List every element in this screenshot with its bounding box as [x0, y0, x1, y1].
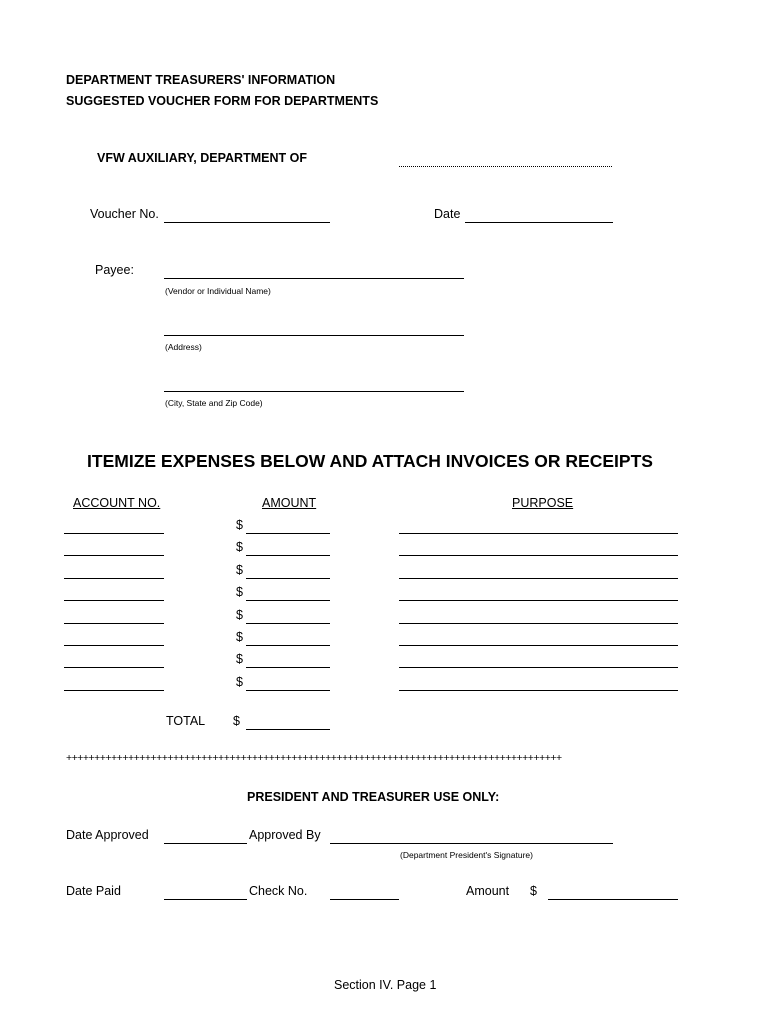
voucher-number-field[interactable]: [164, 207, 330, 223]
table-row: [0, 608, 770, 630]
amount-field[interactable]: [246, 608, 330, 624]
amount-field[interactable]: [246, 518, 330, 534]
column-purpose-header: PURPOSE: [512, 496, 574, 510]
voucher-label: Voucher No.: [90, 207, 159, 221]
payee-name-field[interactable]: [164, 263, 464, 279]
department-field[interactable]: [399, 151, 612, 167]
dollar-sign: $: [236, 540, 243, 554]
approved-by-label: Approved By: [249, 828, 321, 842]
purpose-field[interactable]: [399, 630, 678, 646]
purpose-field[interactable]: [399, 652, 678, 668]
account-number-field[interactable]: [64, 630, 164, 646]
signature-hint: (Department President's Signature): [400, 850, 533, 860]
payee-city-hint: (City, State and Zip Code): [165, 398, 263, 408]
purpose-field[interactable]: [399, 585, 678, 601]
account-number-field[interactable]: [64, 540, 164, 556]
amount-field[interactable]: [246, 585, 330, 601]
purpose-field[interactable]: [399, 563, 678, 579]
date-paid-label: Date Paid: [66, 884, 121, 898]
table-row: [0, 585, 770, 607]
dollar-sign: $: [236, 563, 243, 577]
president-section-title: PRESIDENT AND TREASURER USE ONLY:: [247, 790, 500, 804]
amount-field[interactable]: [548, 884, 678, 900]
amount-field[interactable]: [246, 652, 330, 668]
check-no-label: Check No.: [249, 884, 308, 898]
table-row: [0, 675, 770, 697]
table-row: [0, 630, 770, 652]
approved-by-field[interactable]: [330, 828, 613, 844]
amount-label: Amount: [466, 884, 510, 898]
account-number-field[interactable]: [64, 585, 164, 601]
department-label: VFW AUXILIARY, DEPARTMENT OF: [97, 151, 307, 165]
amount-field[interactable]: [246, 630, 330, 646]
table-row: [0, 652, 770, 674]
purpose-field[interactable]: [399, 608, 678, 624]
date-approved-field[interactable]: [164, 828, 247, 844]
column-amount-header: AMOUNT: [262, 496, 317, 510]
purpose-field[interactable]: [399, 518, 678, 534]
payee-address-field[interactable]: [164, 320, 464, 336]
payee-name-hint: (Vendor or Individual Name): [165, 286, 271, 296]
column-account-header: ACCOUNT NO.: [73, 496, 161, 510]
amount-field[interactable]: [246, 675, 330, 691]
table-row: [0, 563, 770, 585]
account-number-field[interactable]: [64, 652, 164, 668]
page-footer: Section IV. Page 1: [334, 978, 437, 992]
table-row: [0, 518, 770, 540]
account-number-field[interactable]: [64, 608, 164, 624]
amount-dollar-sign: $: [530, 884, 537, 898]
dollar-sign: $: [236, 675, 243, 689]
purpose-field[interactable]: [399, 675, 678, 691]
dollar-sign: $: [236, 652, 243, 666]
total-label: TOTAL: [166, 714, 206, 728]
separator-line: ++++++++++++++++++++++++++++++++++++++++++++++++++++++++++++++++++++++++++++++++++++++++: [66, 752, 562, 764]
table-row: [0, 540, 770, 562]
dollar-sign: $: [236, 518, 243, 532]
date-label: Date: [434, 207, 461, 221]
account-number-field[interactable]: [64, 675, 164, 691]
dollar-sign: $: [236, 630, 243, 644]
account-number-field[interactable]: [64, 518, 164, 534]
check-no-field[interactable]: [330, 884, 399, 900]
date-approved-label: Date Approved: [66, 828, 149, 842]
payee-label: Payee:: [95, 263, 134, 277]
header-line-1: DEPARTMENT TREASURERS' INFORMATION: [66, 73, 336, 87]
date-field[interactable]: [465, 207, 613, 223]
itemize-title: ITEMIZE EXPENSES BELOW AND ATTACH INVOICES OR RECEIPTS: [87, 451, 653, 471]
amount-field[interactable]: [246, 563, 330, 579]
header-line-2: SUGGESTED VOUCHER FORM FOR DEPARTMENTS: [66, 94, 379, 108]
account-number-field[interactable]: [64, 563, 164, 579]
purpose-field[interactable]: [399, 540, 678, 556]
total-amount-field[interactable]: [246, 714, 330, 730]
payee-city-field[interactable]: [164, 376, 464, 392]
total-dollar-sign: $: [233, 714, 240, 728]
dollar-sign: $: [236, 585, 243, 599]
payee-address-hint: (Address): [165, 342, 202, 352]
amount-field[interactable]: [246, 540, 330, 556]
dollar-sign: $: [236, 608, 243, 622]
date-paid-field[interactable]: [164, 884, 247, 900]
